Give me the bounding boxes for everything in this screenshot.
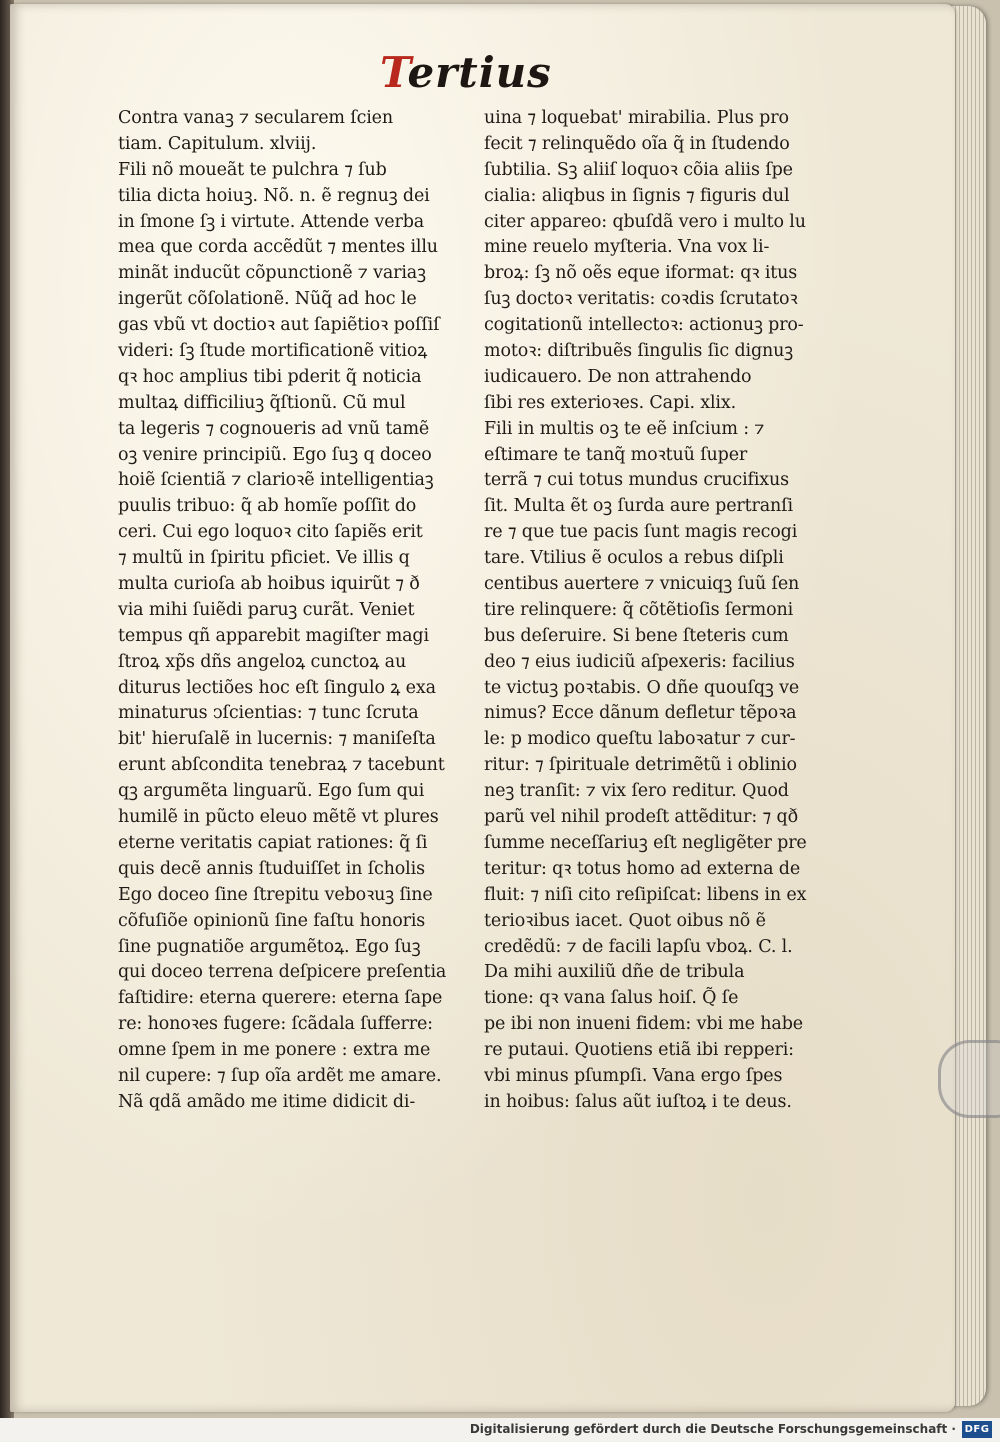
text-line: tempus qñ apparebit magiſter magi [118,625,429,646]
text-line: erunt abſcondita tenebraꝝ ⁊ tacebunt [118,755,445,776]
text-line: multaꝝ difficiliuꝫ q̃ſtionũ. Cũ mul [118,392,406,413]
text-line: ſubtilia. Sꝫ aliiſ loquoꝛ cõia aliis ſpe [484,159,793,180]
text-line: Da mihi auxiliũ dñe de tribula [484,962,745,983]
text-line: tire relinquere: q̃ cõtẽtioſis ſermoni [484,599,794,620]
text-line: eterne veritatis capiat rationes: q̃ ſi [118,832,428,853]
text-line: fluit: ⁊ niſi cito reſipiſcat: libens in ex [484,884,807,905]
text-line: faſtidire: eterna querere: eterna ſape [118,988,443,1009]
text-line: uina ⁊ loquebat' mirabilia. Plus pro [484,108,789,128]
text-line: citer appareo: qbuſdã vero i multo lu [484,211,806,232]
text-line: tare. Vtilius ẽ oculos a rebus diſpli [484,548,784,569]
text-line: humilẽ in pũcto eleuo mẽtẽ vt plures [118,807,439,828]
text-line: oꝫ venire principiũ. Ego ſuꝫ q doceo [118,444,432,465]
paper-clip [938,1040,1000,1118]
text-line: Ego doceo ſine ſtrepitu veboꝛuꝫ ſine [118,884,433,905]
text-line: Nã qdã amãdo me itime didicit di- [118,1091,416,1112]
text-line: terioꝛibus iacet. Quot oibus nõ ẽ [484,910,766,931]
text-line: tione: qꝛ vana ſalus hoiſ. Q̃ ſe [484,988,739,1009]
text-line: ingerũt cõſolationẽ. Nũq̃ ad hoc le [118,289,417,310]
running-head-rest: ertius [407,48,552,97]
text-line: fecit ⁊ relinquẽdo oĩa q̃ in ſtudendo [484,133,790,154]
text-line: pe ibi non inueni fidem: vbi me habe [484,1014,803,1035]
text-line: minãt inducũt cõpunctionẽ ⁊ variaꝫ [118,263,426,284]
text-line: vbi minus pſumpſi. Vana ergo ſpes [484,1065,783,1086]
text-line: cõfuſiõe opinionũ ſine faſtu honoris [118,910,426,931]
text-line: parũ vel nihil prodeſt attẽditur: ⁊ qð [484,807,798,828]
text-line: teritur: qꝛ totus homo ad externa de [484,858,801,879]
text-line: tilia dicta hoiuꝫ. Nõ. n. ẽ regnuꝫ dei [118,185,430,206]
text-line: re ⁊ que tue pacis ſunt magis recogi [484,522,798,543]
text-line: le: p modico queſtu laboꝛatur ⁊ cur- [484,729,796,750]
text-line: ritur: ⁊ ſpirituale detrimẽtũ i oblinio [484,755,797,776]
text-line: ſumme neceſſariuꝫ eſt negligẽter pre [484,832,807,853]
text-line: minaturus ↄſcientias: ⁊ tunc ſcruta [118,703,419,724]
text-line: ceri. Cui ego loquoꝛ cito ſapiẽs erit [118,522,423,543]
running-head-initial: T [380,48,408,97]
footer-credit: Digitalisierung gefördert durch die Deutsche Forschungsgemeinschaft · [469,1422,956,1436]
text-line: in ſmone ſꝫ i virtute. Attende verba [118,211,425,232]
text-line: ſtroꝝ xp̃s dñs angeloꝝ cunctoꝝ au [118,651,407,672]
text-line: credẽdũ: ⁊ de facili lapſu vboꝝ. C. l. [484,936,793,957]
text-line: ta legeris ⁊ cognoueris ad vnũ tamẽ [118,418,430,439]
text-line: mea que corda accẽdũt ⁊ mentes illu [118,237,438,258]
text-line: ſibi res exterioꝛes. Capi. xlix. [484,392,737,413]
text-line: Contra vanaꝫ ⁊ secularem ſcien [118,108,394,128]
text-line: videri: ſꝫ ſtude mortificationẽ vitioꝝ [118,341,428,362]
text-line: omne ſpem in me ponere : extra me [118,1040,431,1061]
running-head [380,48,600,97]
text-line: neꝫ tranſit: ⁊ vix ſero reditur. Quod [484,781,789,802]
text-line: bit' hieruſalẽ in lucernis: ⁊ maniſeſta [118,729,436,750]
text-line: motoꝛ: diſtribuẽs ſingulis ſic dignuꝫ [484,341,794,362]
text-column-right [484,106,829,1116]
text-line: Fili nõ moueãt te pulchra ⁊ ſub [118,159,387,180]
text-line: centibus auertere ⁊ vnicuiqꝫ ſuũ ſen [484,574,800,595]
text-line: puulis tribuo: q̃ ab homĩe poſſit do [118,496,417,517]
text-line: qꝫ argumẽta linguarũ. Ego ſum qui [118,781,425,802]
text-line: ⁊ multũ in ſpiritu pficiet. Ve illis q [118,548,410,569]
text-line: qui doceo terrena deſpicere preſentia [118,962,447,983]
text-line: broꝝ: ſꝫ nõ oẽs eque iformat: qꝛ itus [484,263,798,284]
text-line: cogitationũ intellectoꝛ: actionuꝫ pro- [484,315,804,336]
text-line: quis decẽ annis ſtuduiſſet in ſcholis [118,858,425,879]
text-column-left [118,106,463,1116]
text-line: cialia: aliqbus in ſignis ⁊ figuris dul [484,185,790,206]
text-line: re: honoꝛes fugere: ſcãdala ſufferre: [118,1014,433,1035]
text-line: deo ⁊ eius iudiciũ aſpexeris: facilius [484,651,795,672]
text-line: hoiẽ ſcientiã ⁊ clarioꝛẽ intelligentiaꝫ [118,470,434,491]
text-line: tiam. Capitulum. xlviij. [118,133,317,154]
text-line: eſtimare te tanq̃ moꝛtuũ ſuper [484,444,748,465]
digitization-footer [0,1418,1000,1442]
dfg-logo-icon: DFG [962,1421,992,1438]
text-line: re putaui. Quotiens etiã ibi repperi: [484,1040,794,1061]
text-line: nil cupere: ⁊ ſup oĩa ardẽt me amare. [118,1065,442,1086]
text-line: terrã ⁊ cui totus mundus crucifixus [484,470,789,491]
text-line: ſine pugnatiõe argumẽtoꝝ. Ego ſuꝫ [118,936,421,957]
text-line: in hoibus: ſalus aũt iuſtoꝝ i te deus. [484,1091,792,1112]
text-line: multa curioſa ab hoibus iquirũt ⁊ ð [118,574,420,595]
text-line: gas vbũ vt doctioꝛ aut ſapiẽtioꝛ poſſiſ [118,315,440,336]
text-line: mine reuelo myſteria. Vna vox li- [484,237,770,258]
text-line: te victuꝫ poꝛtabis. O dñe quouſqꝫ ve [484,677,800,698]
text-line: ſit. Multa ẽt oꝫ ſurda aure pertranſi [484,496,793,517]
text-line: bus deſeruire. Si bene ſteteris cum [484,625,789,646]
text-line: iudicauero. De non attrahendo [484,366,752,387]
text-line: Fili in multis oꝫ te eẽ inſcium : ⁊ [484,418,765,439]
text-line: nimus? Ecce dãnum defletur tẽpoꝛa [484,703,797,724]
text-line: ſuꝫ doctoꝛ veritatis: coꝛdis ſcrutatoꝛ [484,289,798,310]
text-line: qꝛ hoc amplius tibi pderit q̃ noticia [118,366,422,387]
text-line: via mihi ſuiẽdi paruꝫ curãt. Veniet [118,599,415,620]
text-line: diturus lectiões hoc eſt ſingulo ꝝ exa [118,677,436,698]
